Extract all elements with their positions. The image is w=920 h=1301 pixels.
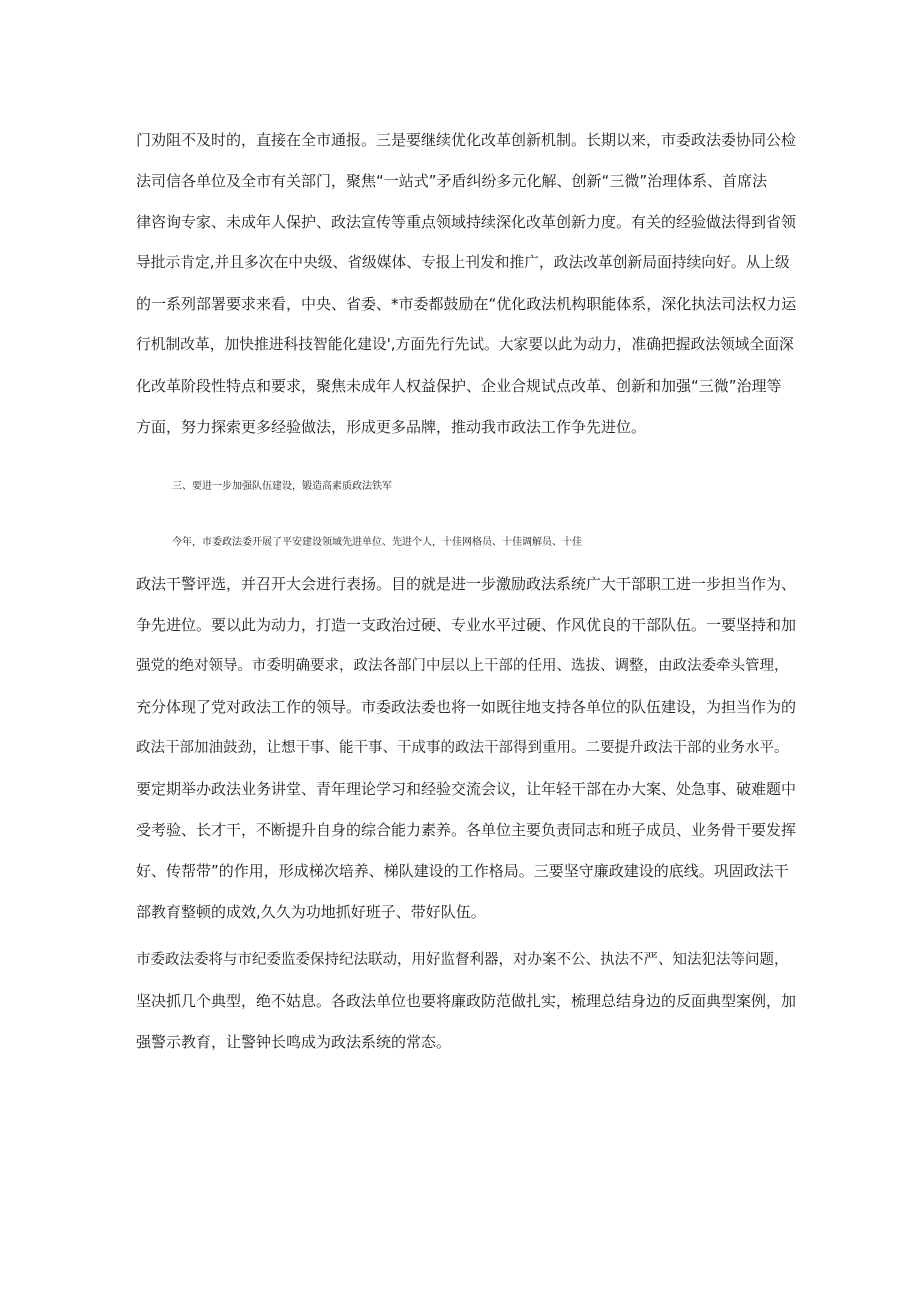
paragraph-2-line-2: 政法干警评选，并召开大会进行表扬。目的就是进一步激励政法系统广大干部职工进一步担当作为、 bbox=[136, 575, 797, 593]
section-heading-3: 三、要进一步加强队伍建设，锻造高素质政法铁军 bbox=[172, 481, 392, 492]
paragraph-1-line-4: 导批示肯定,并且多次在中央级、省级媒体、专报上刊发和推广，政法改革创新局面持续向好。从上级 bbox=[136, 254, 790, 271]
paragraph-2-line-1: 今年，市委政法委开展了平安建设领域先进单位、先进个人，十佳网格员、十佳调解员、十佳 bbox=[172, 537, 582, 548]
paragraph-1-line-7: 化改革阶段性特点和要求，聚焦未成年人权益保护、企业合规试点改革、创新和加强“三微”治理等 bbox=[136, 377, 782, 395]
paragraph-2-line-4: 强党的绝对领导。市委明确要求，政法各部门中层以上干部的任用、选拔、调整，由政法委牵头管理， bbox=[136, 658, 789, 674]
paragraph-2-line-7: 要定期举办政法业务讲堂、青年理论学习和经验交流会议，让年轻干部在办大案、处急事、破难题中 bbox=[136, 780, 797, 798]
paragraph-2-line-8: 受考验、长才干，不断提升自身的综合能力素养。各单位主要负责同志和班子成员、业务骨干要发挥 bbox=[136, 821, 797, 839]
paragraph-3-line-2: 坚决抓几个典型，绝不姑息。各政法单位也要将廉政防范做扎实，梳理总结身边的反面典型案例，加 bbox=[136, 992, 797, 1010]
paragraph-2-line-3: 争先进位。要以此为动力，打造一支政治过硬、专业水平过硬、作风优良的干部队伍。一要坚持和加 bbox=[136, 616, 797, 634]
paragraph-2-line-9: 好、传帮带”的作用，形成梯次培养、梯队建设的工作格局。三要坚守廉政建设的底线。巩固政法干 bbox=[136, 862, 789, 880]
paragraph-1-line-2: 法司信各单位及全市有关部门，聚焦“一站式”矛盾纠纷多元化解、创新“三微”治理体系、首席法 bbox=[136, 172, 768, 190]
paragraph-2-line-6: 政法干部加油鼓劲，让想干事、能干事、干成事的政法干部得到重用。二要提升政法干部的业务水平。 bbox=[136, 740, 789, 756]
paragraph-1-line-1: 门劝阻不及时的，直接在全市通报。三是要继续优化改革创新机制。长期以来，市委政法委协同公检 bbox=[136, 131, 797, 149]
paragraph-1-line-5: 的一系列部署要求来看，中央、省委、*市委都鼓励在“优化政法机构职能体系，深化执法司法权力运 bbox=[136, 295, 797, 313]
paragraph-3-line-3: 强警示教育，让警钟长鸣成为政法系统的常态。 bbox=[136, 1033, 452, 1051]
paragraph-3-line-1: 市委政法委将与市纪委监委保持纪法联动，用好监督利器，对办案不公、执法不严、知法犯法等问题， bbox=[136, 952, 789, 968]
paragraph-1-line-6: 行机制改革，加快推进科技智能化建设',方面先行先试。大家要以此为动力，准确把握政法领域全面深 bbox=[136, 336, 794, 353]
paragraph-1-line-3: 律咨询专家、未成年人保护、政法宣传等重点领域持续深化改革创新力度。有关的经验做法得到省领 bbox=[136, 213, 797, 231]
paragraph-2-line-5: 充分体现了党对政法工作的领导。市委政法委也将一如既往地支持各单位的队伍建设，为担当作为的 bbox=[136, 698, 797, 716]
paragraph-2-line-10: 部教育整顿的成效,久久为功地抓好班子、带好队伍。 bbox=[136, 903, 486, 921]
paragraph-1-line-8: 方面，努力探索更多经验做法，形成更多品牌，推动我市政法工作争先进位。 bbox=[136, 418, 647, 436]
